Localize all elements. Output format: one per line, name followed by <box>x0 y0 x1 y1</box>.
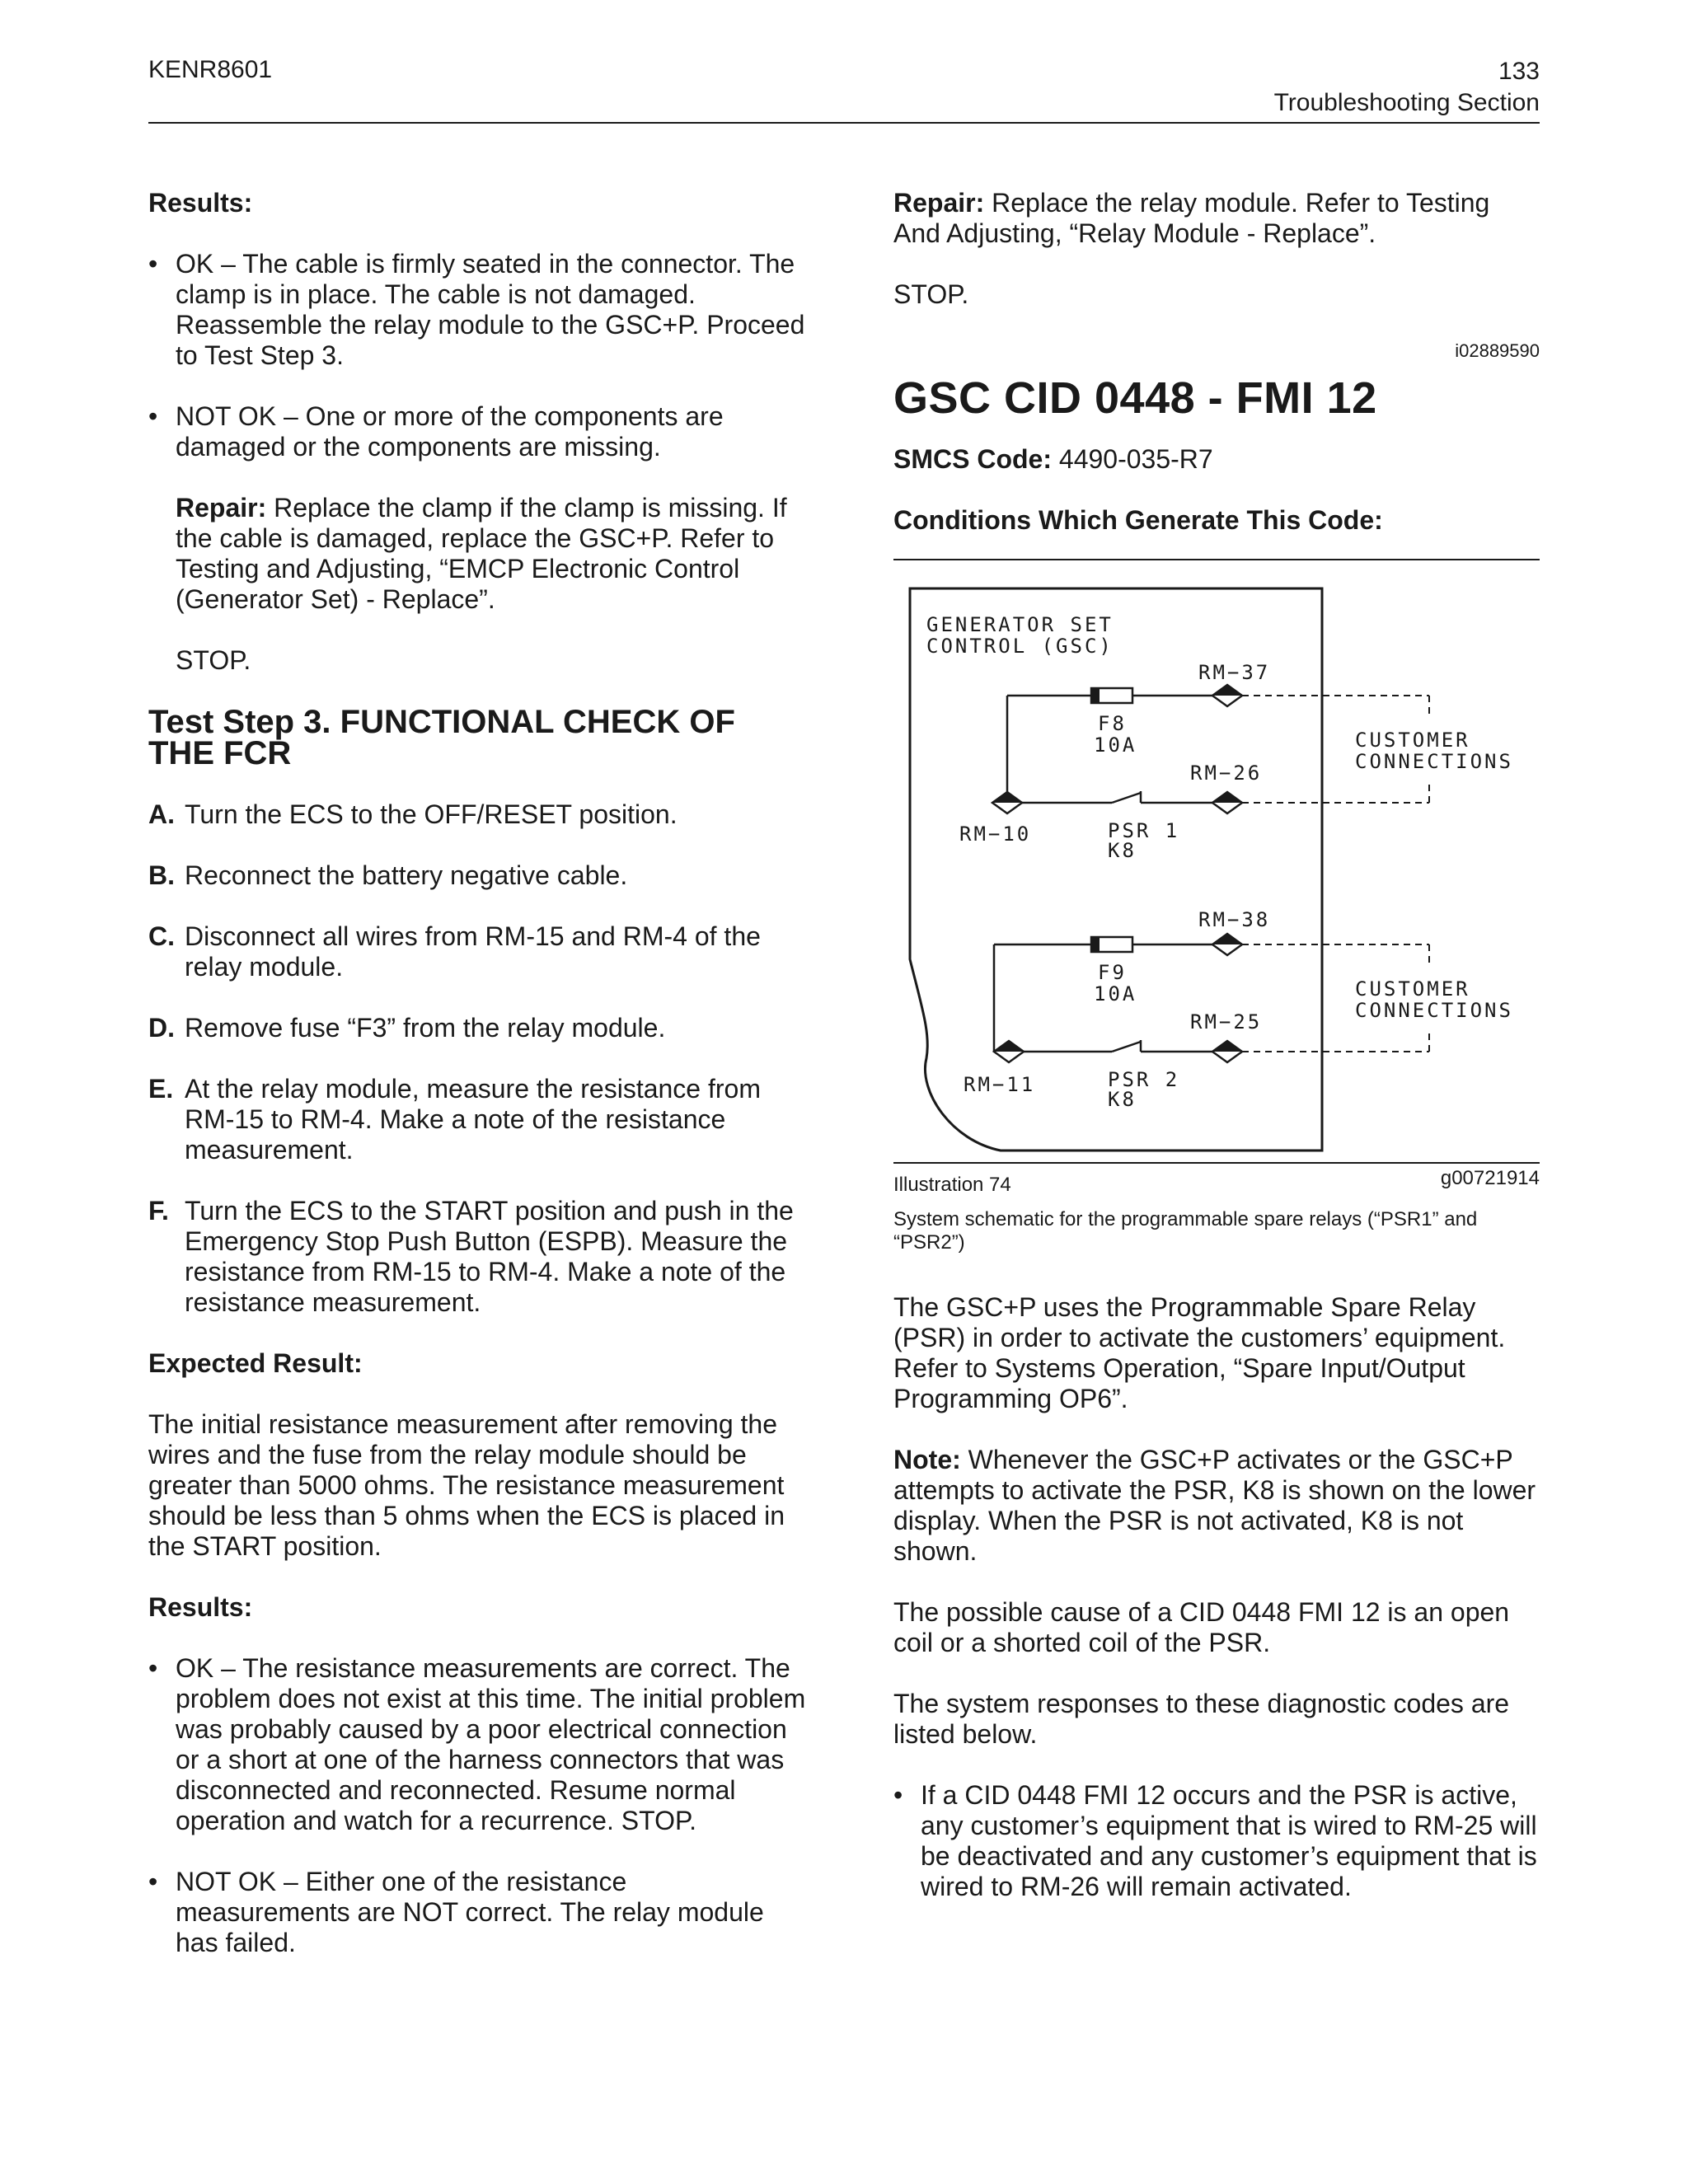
step-label: B. <box>148 860 175 890</box>
figure-top-rule <box>893 559 1540 560</box>
repair-text: Replace the clamp if the clamp is missing. If the cable is damaged, replace the GSC+P. Refer to Testing and Adjusting, “EMCP Electronic Control (Generator Set) - Replace”. <box>176 493 787 614</box>
customer-connections-1-line-2: CONNECTIONS <box>1355 750 1513 773</box>
rm25-label: RM−25 <box>1190 1010 1263 1033</box>
header-rule <box>148 122 1540 124</box>
step-label: A. <box>148 799 175 829</box>
page-title: GSC CID 0448 - FMI 12 <box>893 373 1377 423</box>
k8-label-1: K8 <box>1108 839 1137 862</box>
results-heading: Results: <box>148 188 253 218</box>
expected-result-text: The initial resistance measurement after removing the wires and the fuse from the relay module should be greater than 5000 ohms. The resistance measurement should be less than 5 ohms when the ECS is placed in the START position. <box>148 1409 785 1561</box>
page-number: 133 <box>1498 58 1540 85</box>
rm10-label: RM−10 <box>959 823 1032 846</box>
step-text: Reconnect the battery negative cable. <box>185 860 628 890</box>
illustration-id: g00721914 <box>1440 1167 1540 1189</box>
step-item <box>148 799 808 830</box>
document-id: i02889590 <box>1455 340 1540 361</box>
note-paragraph <box>893 1445 1540 1567</box>
section-name: Troubleshooting Section <box>1273 89 1540 116</box>
customer-connections-2-line-1: CUSTOMER <box>1355 977 1470 1001</box>
smcs-label: SMCS Code: <box>893 444 1052 474</box>
relay-contact-psr1-icon <box>1112 793 1141 803</box>
step-text: Disconnect all wires from RM-15 and RM-4 of the relay module. <box>185 921 761 982</box>
step-label: D. <box>148 1013 175 1043</box>
step-text: Turn the ECS to the OFF/RESET position. <box>185 799 678 829</box>
step-text: Turn the ECS to the START position and push in the Emergency Stop Push Button (ESPB). Measure the resistance from RM-15 to RM-4. Make a note of the resistance measurement. <box>185 1196 794 1317</box>
step-label: F. <box>148 1196 169 1226</box>
note-label: Note: <box>893 1445 961 1474</box>
result-not-ok-item: • NOT OK – One or more of the components are damaged or the components are missing. <box>148 401 808 462</box>
fuse-f8-label: F8 <box>1098 712 1127 735</box>
relay-contact-psr2-icon <box>1112 1042 1141 1052</box>
rm38-label: RM−38 <box>1198 908 1271 931</box>
page-header-right <box>1274 56 1540 119</box>
psr2-label: PSR 2 <box>1108 1068 1180 1091</box>
repair-label: Repair: <box>176 493 267 523</box>
k8-label-2: K8 <box>1108 1088 1137 1111</box>
conditions-heading: Conditions Which Generate This Code: <box>893 505 1383 535</box>
result-not-ok-item: • NOT OK – Either one of the resistance measurements are NOT correct. The relay module has failed. <box>148 1867 808 1958</box>
fuse-f9-rating: 10A <box>1094 982 1137 1005</box>
rm11-label: RM−11 <box>964 1073 1036 1096</box>
right-column <box>893 188 1540 1933</box>
fuse-f9-label: F9 <box>1098 961 1127 984</box>
body-paragraph: The system responses to these diagnostic codes are listed below. <box>893 1689 1510 1749</box>
step-text: At the relay module, measure the resistance from RM-15 to RM-4. Make a note of the resistance measurement. <box>185 1074 761 1165</box>
step-label: C. <box>148 921 175 951</box>
terminal-rm37-fill <box>1212 685 1242 696</box>
left-column <box>148 188 808 1989</box>
test-step-heading <box>148 706 808 769</box>
step-label: E. <box>148 1074 174 1104</box>
smcs-code <box>893 444 1540 475</box>
stop-text: STOP. <box>893 279 969 309</box>
customer-connections-1-line-1: CUSTOMER <box>1355 729 1470 752</box>
result-ok-item: • OK – The cable is firmly seated in the connector. The clamp is in place. The cable is not damaged. Reassemble the relay module to the GSC+P. Proceed to Test Step 3. <box>148 249 808 371</box>
terminal-rm26-fill <box>1212 792 1242 803</box>
test-step-heading-line-1: Test Step 3. FUNCTIONAL CHECK OF <box>148 704 735 740</box>
repair-text: Replace the relay module. Refer to Testing And Adjusting, “Relay Module - Replace”. <box>893 188 1490 248</box>
step-text: Remove fuse “F3” from the relay module. <box>185 1013 666 1043</box>
customer-connections-2-line-2: CONNECTIONS <box>1355 999 1513 1022</box>
result-ok-item: • OK – The resistance measurements are correct. The problem does not exist at this time. The initial problem was probably caused by a poor electrical connection or a short at one of the harness connectors that was disconnected and reconnected. Resume normal operation and watch for a recurrence. STOP. <box>148 1653 808 1836</box>
terminal-rm38-fill <box>1212 934 1242 944</box>
body-paragraph: The possible cause of a CID 0448 FMI 12 is an open coil or a shorted coil of the PSR. <box>893 1597 1510 1657</box>
terminal-rm10-fill <box>992 792 1022 803</box>
schematic-diagram <box>893 564 1540 1157</box>
gsc-label-line-2: CONTROL (GSC) <box>926 635 1114 658</box>
fuse-f9-end <box>1091 937 1100 952</box>
illustration-label: Illustration 74 <box>893 1174 1011 1196</box>
rm26-label: RM−26 <box>1190 762 1263 785</box>
step-item <box>148 1074 808 1165</box>
terminal-rm11-fill <box>994 1041 1024 1052</box>
illustration-caption-row <box>893 1167 1540 1197</box>
fuse-f8-end <box>1091 688 1100 703</box>
terminal-rm25-fill <box>1212 1041 1242 1052</box>
step-item <box>148 921 808 982</box>
test-step-heading-line-2: THE FCR <box>148 735 292 771</box>
fuse-f8-rating: 10A <box>1094 733 1137 757</box>
step-item <box>148 860 808 891</box>
stop-text: STOP. <box>176 645 251 675</box>
note-text: Whenever the GSC+P activates or the GSC+P attempts to activate the PSR, K8 is shown on the lower display. When the PSR is not activated, K8 is not shown. <box>893 1445 1536 1566</box>
repair-paragraph <box>148 493 808 615</box>
document-number: KENR8601 <box>148 56 273 83</box>
gsc-label-line-1: GENERATOR SET <box>926 613 1114 636</box>
system-response-item: • If a CID 0448 FMI 12 occurs and the PSR is active, any customer’s equipment that is wired to RM-25 will be deactivated and any customer’s equipment that is wired to RM-26 will remain activated. <box>893 1780 1540 1902</box>
illustration-caption: System schematic for the programmable spare relays (“PSR1” and “PSR2”) <box>893 1208 1478 1254</box>
step-item <box>148 1196 808 1318</box>
repair-label: Repair: <box>893 188 985 218</box>
body-paragraph: The GSC+P uses the Programmable Spare Relay (PSR) in order to activate the customers’ equipment. Refer to Systems Operation, “Spare Input/Output Programming OP6”. <box>893 1292 1506 1413</box>
rm37-label: RM−37 <box>1198 661 1271 684</box>
psr1-label: PSR 1 <box>1108 819 1180 842</box>
repair-paragraph <box>893 188 1540 249</box>
smcs-value: 4490-035-R7 <box>1052 444 1213 474</box>
results-heading: Results: <box>148 1592 253 1622</box>
step-item <box>148 1013 808 1043</box>
figure-bottom-rule <box>893 1162 1540 1164</box>
expected-result-heading: Expected Result: <box>148 1348 363 1378</box>
